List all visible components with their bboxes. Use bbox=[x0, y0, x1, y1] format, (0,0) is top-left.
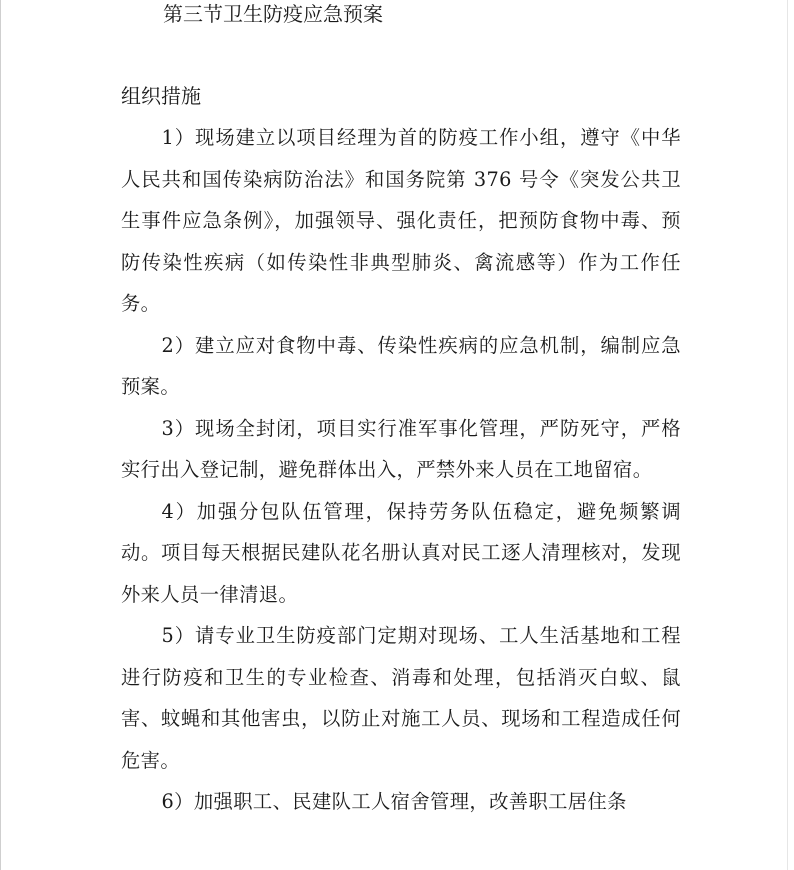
paragraph-2: 2）建立应对食物中毒、传染性疾病的应急机制，编制应急预案。 bbox=[121, 333, 681, 398]
section-title: 第三节卫生防疫应急预案 bbox=[163, 2, 383, 26]
page-left-edge bbox=[0, 0, 1, 870]
document-body bbox=[121, 117, 681, 823]
paragraph-3: 3）现场全封闭，项目实行准军事化管理，严防死守，严格实行出入登记制，避免群体出入，严禁外来人员在工地留宿。 bbox=[121, 416, 681, 481]
page-right-edge bbox=[787, 0, 788, 870]
paragraph-1: 1）现场建立以项目经理为首的防疫工作小组，遵守《中华人民共和国传染病防治法》和国务院第 376 号令《突发公共卫生事件应急条例》，加强领导、强化责任，把预防食物中毒、预防传染性疾病（如传染性非典型肺炎、禽流感等）作为工作任务。 bbox=[121, 126, 681, 315]
paragraph-5: 5）请专业卫生防疫部门定期对现场、工人生活基地和工程进行防疫和卫生的专业检查、消毒和处理，包括消灭白蚁、鼠害、蚊蝇和其他害虫，以防止对施工人员、现场和工程造成任何危害。 bbox=[121, 624, 681, 772]
paragraph-6: 6）加强职工、民建队工人宿舍管理，改善职工居住条 bbox=[161, 790, 627, 813]
paragraph-4: 4）加强分包队伍管理，保持劳务队伍稳定，避免频繁调动。项目每天根据民建队花名册认真对民工逐人清理核对，发现外来人员一律清退。 bbox=[121, 499, 681, 606]
subheading: 组织措施 bbox=[121, 84, 201, 108]
